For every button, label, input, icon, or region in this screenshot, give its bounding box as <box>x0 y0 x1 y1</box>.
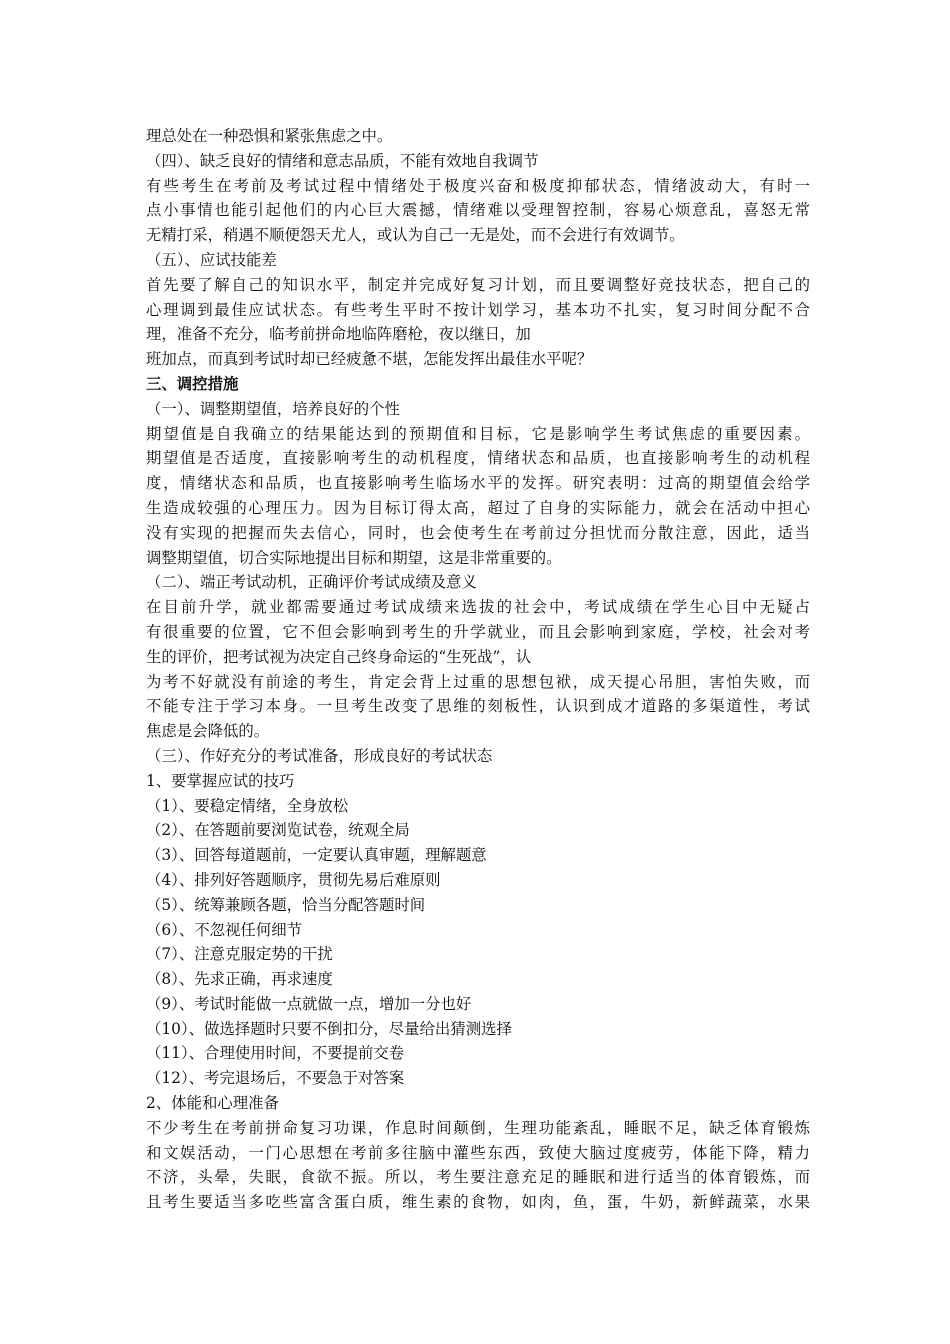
text-line: （12）、考完退场后，不要急于对答案 <box>146 1069 405 1088</box>
text-line: 理总处在一种恐惧和紧张焦虑之中。 <box>146 127 393 145</box>
text-line: 为考不好就没有前途的考生，肯定会背上过重的思想包袱，成天提心吊胆，害怕失败，而 <box>146 672 810 691</box>
text-line: 且考生要适当多吃些富含蛋白质，维生素的食物，如肉，鱼，蛋，牛奶，新鲜蔬菜，水果 <box>146 1193 810 1212</box>
text-line: 期望值是否适度，直接影响考生的动机程度，情绪状态和品质，也直接影响考生的动机程 <box>146 449 810 468</box>
text-line: （1）、要稳定情绪，全身放松 <box>146 796 349 815</box>
text-line: （6）、不忽视任何细节 <box>146 920 302 939</box>
text-line: （10）、做选择题时只要不倒扣分，尽量给出猜测选择 <box>146 1019 512 1038</box>
text-line: 生的评价，把考试视为决定自己终身命运的“生死战”，认 <box>146 647 532 666</box>
text-line: （4）、排列好答题顺序，贯彻先易后难原则 <box>146 870 441 889</box>
text-line: （2）、在答题前要浏览试卷，统观全局 <box>146 821 410 840</box>
text-line: 调整期望值，切合实际地提出目标和期望，这是非常重要的。 <box>146 548 562 567</box>
text-line: 1、要掌握应试的技巧 <box>146 771 295 790</box>
document-body <box>146 124 810 1215</box>
text-line: 首先要了解自己的知识水平，制定并完成好复习计划，而且要调整好竞技状态，把自己的 <box>146 275 810 294</box>
text-line: （7）、注意克服定势的干扰 <box>146 945 333 964</box>
text-line: （8）、先求正确，再求速度 <box>146 970 333 989</box>
text-line: （一）、调整期望值，培养良好的个性 <box>146 399 400 418</box>
text-line: （11）、合理使用时间，不要提前交卷 <box>146 1044 405 1063</box>
text-line: （9）、考试时能做一点就做一点，增加一分也好 <box>146 994 472 1013</box>
text-line: 有些考生在考前及考试过程中情绪处于极度兴奋和极度抑郁状态，情绪波动大，有时一 <box>146 176 810 195</box>
text-line: （三）、作好充分的考试准备，形成良好的考试状态 <box>146 746 493 765</box>
text-line: 有很重要的位置，它不但会影响到考生的升学就业，而且会影响到家庭，学校，社会对考 <box>146 622 810 641</box>
text-line: 不少考生在考前拼命复习功课，作息时间颠倒，生理功能紊乱，睡眠不足，缺乏体育锻炼 <box>146 1118 810 1137</box>
text-line: 不济，头晕，失眠，食欲不振。所以，考生要注意充足的睡眠和进行适当的体育锻炼，而 <box>146 1168 810 1187</box>
text-line: 班加点，而真到考试时却已经疲惫不堪，怎能发挥出最佳水平呢？ <box>146 350 593 369</box>
text-line: 理，准备不充分，临考前拼命地临阵磨枪，夜以继日，加 <box>146 325 531 344</box>
text-line: 在目前升学，就业都需要通过考试成绩来选拔的社会中，考试成绩在学生心目中无疑占 <box>146 598 810 617</box>
text-line: （5）、统筹兼顾各题，恰当分配答题时间 <box>146 895 426 914</box>
text-line: 无精打采，稍遇不顺便怨天尤人，或认为自己一无是处，而不会进行有效调节。 <box>146 226 685 245</box>
text-line: 焦虑是会降低的。 <box>146 722 270 741</box>
text-line: （四）、缺乏良好的情绪和意志品质，不能有效地自我调节 <box>146 151 539 170</box>
text-line: 心理调到最佳应试状态。有些考生平时不按计划学习，基本功不扎实，复习时间分配不合 <box>146 300 810 319</box>
text-line: （3）、回答每道题前，一定要认真审题，理解题意 <box>146 846 487 865</box>
text-line: 期望值是自我确立的结果能达到的预期值和目标，它是影响学生考试焦虑的重要因素。 <box>146 424 810 443</box>
text-line: （五）、应试技能差 <box>146 250 277 269</box>
text-line: 点小事情也能引起他们的内心巨大震撼，情绪难以受理智控制，容易心烦意乱，喜怒无常 <box>146 201 810 220</box>
text-line: 2、体能和心理准备 <box>146 1094 279 1113</box>
text-line: 度，情绪状态和品质，也直接影响考生临场水平的发挥。研究表明：过高的期望值会给学 <box>146 474 810 493</box>
text-line: （二）、端正考试动机，正确评价考试成绩及意义 <box>146 573 477 592</box>
section-heading: 三、调控措施 <box>146 374 239 393</box>
text-line: 和文娱活动，一门心思想在考前多往脑中灌些东西，致使大脑过度疲劳，体能下降，精力 <box>146 1143 810 1162</box>
text-line: 生造成较强的心理压力。因为目标订得太高，超过了自身的实际能力，就会在活动中担心 <box>146 498 810 517</box>
text-line: 不能专注于学习本身。一旦考生改变了思维的刻板性，认识到成才道路的多渠道性，考试 <box>146 697 810 716</box>
text-line: 没有实现的把握而失去信心，同时，也会使考生在考前过分担忧而分散注意，因此，适当 <box>146 523 810 542</box>
